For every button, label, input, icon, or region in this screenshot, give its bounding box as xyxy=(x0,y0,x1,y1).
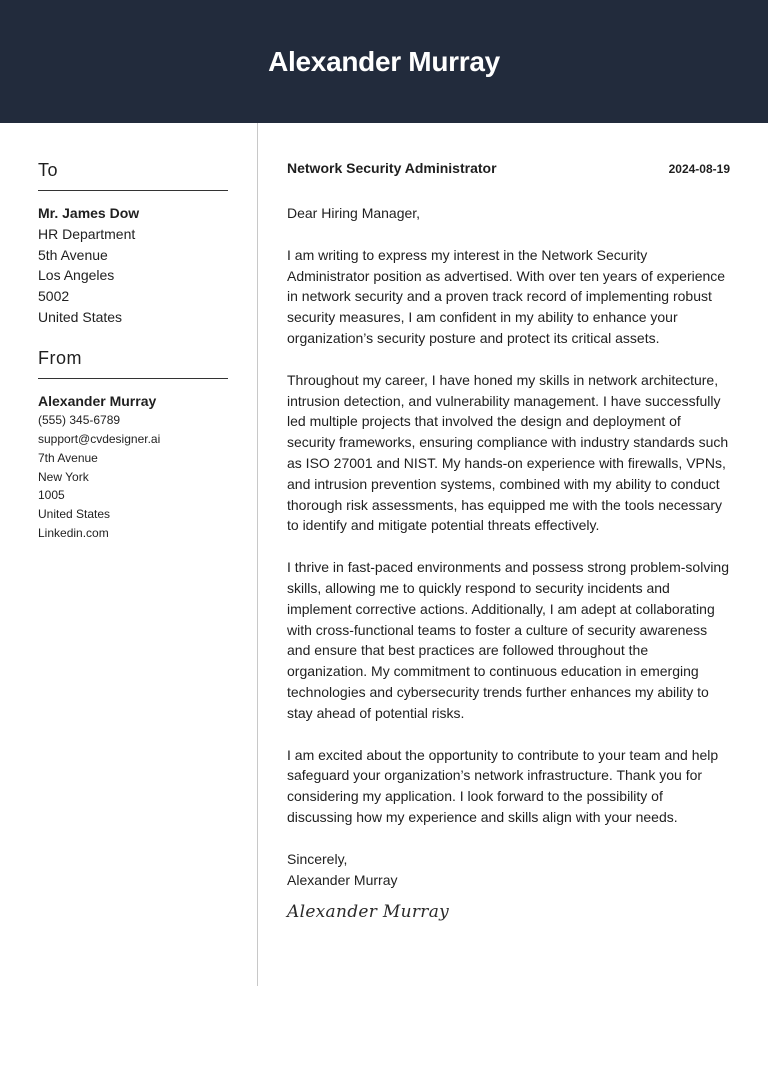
header-banner xyxy=(0,0,768,123)
paragraph: Throughout my career, I have honed my skills in network architecture, intrusion detection, and vulnerability management. I have successfully led multiple projects that involved the design and deployment of security frameworks, ensuring compliance with industry standards such as ISO 27001 and NIST. My hands-on experience with firewalls, VPNs, and intrusion prevention systems, combined with my ability to conduct thorough risk assessments, has equipped me with the tools necessary to identify and mitigate potential threats effectively. xyxy=(287,371,729,534)
paragraph: I thrive in fast-paced environments and possess strong problem-solving skills, allowing me to quickly respond to security incidents and implement corrective actions. Additionally, I am adept at collaborating with cross-functional teams to foster a culture of security awareness and ensure that best practices are followed throughout the organization. My commitment to continuous education in emerging technologies and cybersecurity trends further enhances my ability to stay ahead of potential risks. xyxy=(287,559,729,721)
handwritten-signature: Alexander Murray xyxy=(287,902,450,923)
recipient-line: United States xyxy=(38,308,123,325)
to-heading: To xyxy=(38,160,228,191)
sender-line: New York xyxy=(38,469,89,484)
closing-name: Alexander Murray xyxy=(287,871,398,888)
sender-phone: (555) 345-6789 xyxy=(38,412,121,427)
recipient-line: 5002 xyxy=(38,288,70,305)
recipient-block xyxy=(38,203,228,328)
recipient-line: Los Angeles xyxy=(38,267,115,284)
sender-name: Alexander Murray xyxy=(38,392,157,409)
job-title: Network Security Administrator xyxy=(287,160,497,176)
letter-meta xyxy=(287,160,730,176)
sender-block xyxy=(38,391,228,543)
letter-body xyxy=(287,160,730,922)
closing-block xyxy=(287,849,730,891)
paragraph: I am excited about the opportunity to contribute to your team and help safeguard your organization’s network infrastructure. Thank you for considering my application. I look forward to the possibility of discussing how my experience and skills align with your needs. xyxy=(287,746,719,825)
closing-phrase: Sincerely, xyxy=(287,850,348,867)
recipient-line: HR Department xyxy=(38,225,136,242)
letter-date: 2024-08-19 xyxy=(668,162,730,176)
recipient-line: 5th Avenue xyxy=(38,246,108,263)
recipient-name: Mr. James Dow xyxy=(38,205,140,221)
column-divider xyxy=(257,123,258,986)
sender-line: 7th Avenue xyxy=(38,450,98,465)
applicant-name: Alexander Murray xyxy=(268,45,500,77)
paragraph: I am writing to express my interest in the Network Security Administrator position as advertised. With over ten years of experience in network security and a proven track record of implementing robust security measures, I am confident in my ability to enhance your organization’s security posture and protect its critical assets. xyxy=(287,246,726,346)
sender-line: 1005 xyxy=(38,488,65,503)
sender-line: United States xyxy=(38,507,111,522)
sender-email: support@cvdesigner.ai xyxy=(38,431,161,446)
greeting: Dear Hiring Manager, xyxy=(287,205,421,221)
from-heading: From xyxy=(38,348,228,379)
sidebar xyxy=(38,160,228,543)
sender-linkedin: Linkedin.com xyxy=(38,526,109,541)
